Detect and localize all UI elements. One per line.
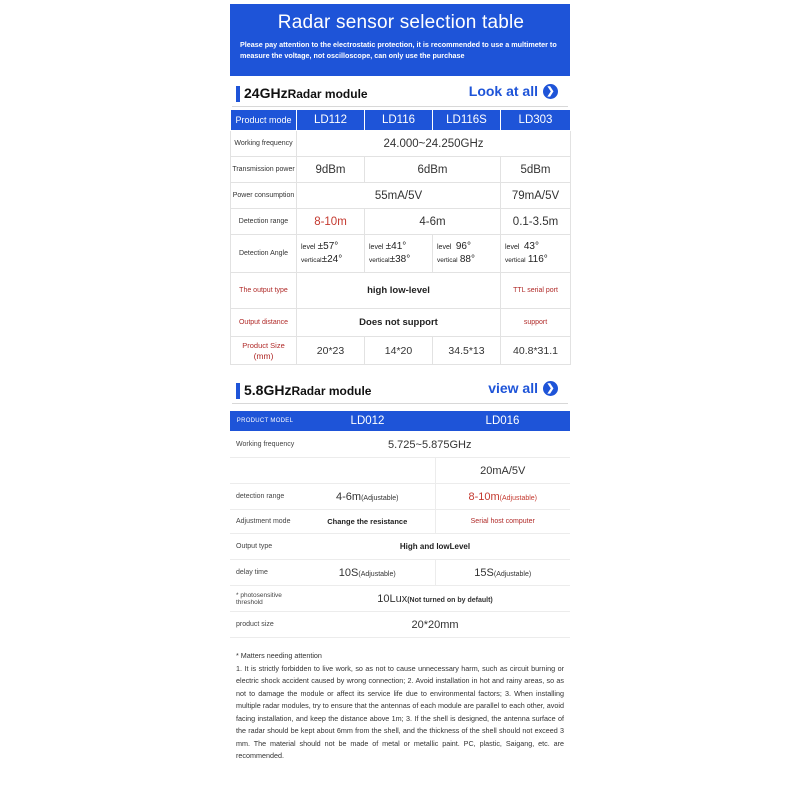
selection-sheet: [230, 4, 570, 763]
table-cell: 20*23: [297, 337, 365, 365]
table-row: [230, 612, 570, 638]
table-header-row: [231, 110, 571, 131]
level-word: level: [437, 243, 452, 251]
table-24ghz: [230, 109, 571, 365]
angle-cell: [433, 235, 501, 273]
adjustable-note: (Adjustable): [499, 494, 538, 502]
table-row: [231, 209, 571, 235]
table-row: [230, 432, 570, 458]
table-cell: [300, 586, 570, 612]
level-word: level: [505, 243, 520, 251]
row-label: product size: [230, 612, 300, 638]
row-label: delay time: [230, 560, 300, 586]
adjustable-note: (Adjustable): [358, 570, 396, 578]
section-58ghz-band: 5.8GHz: [244, 382, 292, 398]
chevron-right-circle-icon: ❯: [543, 84, 558, 99]
table-cell: high low-level: [297, 273, 501, 309]
table-cell: 20*20mm: [300, 612, 570, 638]
vertical-word: vertical: [437, 256, 458, 264]
level-value: 96°: [455, 240, 471, 252]
table-row: [230, 484, 570, 510]
col-header-ld112: LD112: [297, 110, 365, 131]
table-cell: 79mA/5V: [501, 183, 571, 209]
row-label: Transmission power: [231, 157, 297, 183]
vertical-word: vertical: [301, 256, 322, 264]
section-accent-bar: [236, 86, 240, 102]
level-value: ±41°: [385, 240, 407, 252]
vertical-value: 116°: [527, 253, 548, 265]
angle-cell: [365, 235, 433, 273]
level-word: level: [369, 243, 384, 251]
section-58ghz-title: [244, 382, 371, 398]
level-word: level: [301, 243, 316, 251]
delay-value: 10S: [338, 566, 359, 579]
level-value: 43°: [523, 240, 539, 252]
row-label: [231, 337, 297, 365]
table-cell: Serial host computer: [435, 510, 570, 534]
section-accent-bar: [236, 383, 240, 399]
view-all-label: view all: [488, 380, 538, 396]
row-label: Detection range: [231, 209, 297, 235]
table-row: [231, 337, 571, 365]
table-cell: 40.8*31.1: [501, 337, 571, 365]
size-unit: (mm): [253, 350, 274, 361]
view-all-link[interactable]: [488, 380, 558, 396]
table-row: [230, 586, 570, 612]
table-cell: 34.5*13: [433, 337, 501, 365]
table-cell: 20mA/5V: [435, 458, 570, 484]
table-row: [230, 560, 570, 586]
range-value: 4-6m: [336, 490, 362, 503]
row-label: Working frequency: [231, 131, 297, 157]
row-label: Working frequency: [230, 432, 300, 458]
angle-cell: [297, 235, 365, 273]
table-cell: 5dBm: [501, 157, 571, 183]
table-cell: 4-6m: [365, 209, 501, 235]
col-header-product-mode: Product mode: [231, 110, 297, 131]
row-label: Output type: [230, 534, 300, 560]
table-cell: 6dBm: [365, 157, 501, 183]
table-cell: [300, 560, 435, 586]
size-label: Product Size: [242, 340, 285, 350]
col-header-ld016: LD016: [435, 411, 570, 432]
section-24ghz-title: [244, 85, 368, 101]
table-cell: Change the resistance: [300, 510, 435, 534]
table-cell: 8-10m: [297, 209, 365, 235]
table-row: [231, 157, 571, 183]
table-row: [231, 273, 571, 309]
section-24ghz-header: [230, 80, 570, 106]
range-value: 8-10m: [468, 490, 500, 503]
row-label: Output distance: [231, 309, 297, 337]
table-row: [230, 510, 570, 534]
vertical-word: vertical: [369, 256, 390, 264]
vertical-value: ±38°: [389, 253, 411, 265]
vertical-value: ±24°: [321, 253, 343, 265]
divider: [232, 403, 568, 404]
table-cell: 14*20: [365, 337, 433, 365]
table-cell: support: [501, 309, 571, 337]
col-header-ld303: LD303: [501, 110, 571, 131]
table-cell: [435, 560, 570, 586]
row-label: detection range: [230, 484, 300, 510]
col-header-product-model: PRODUCT MODEL: [230, 411, 300, 432]
table-58ghz: [230, 410, 570, 638]
section-58ghz-header: [230, 377, 570, 403]
col-header-ld116s: LD116S: [433, 110, 501, 131]
level-value: ±57°: [317, 240, 339, 252]
table-row: [230, 458, 570, 484]
table-row: [231, 309, 571, 337]
notes-body: 1. It is strictly forbidden to live work, so as not to cause unnecessary harm, such as circuit burning or electric shock accident caused by wrong connection; 2. Avoid installation in hot and rainy areas, so as not to damage the module or affect its service life due to environmental factors; 3. When installing multiple radar modules, try to ensure that the antennas of each module are parallel to each other, avoid facing installation, and keep the distance above 1m; 3. If the shell is designed, the antenna surface of the radar should be kept about 6mm from the shell, and the thickness of the shell should not exceed 3 mm. The material should not be made of metal or metallic paint. PC, plastic, Saigang, etc. are recommended.: [236, 663, 564, 760]
table-cell: High and lowLevel: [300, 534, 570, 560]
row-label: [230, 458, 300, 484]
table-cell: 9dBm: [297, 157, 365, 183]
row-label: The output type: [231, 273, 297, 309]
table-cell: 24.000~24.250GHz: [297, 131, 571, 157]
look-at-all-label: Look at all: [468, 83, 538, 99]
row-label: Detection Angle: [231, 235, 297, 273]
table-row: [231, 131, 571, 157]
row-label: * photosensitive threshold: [230, 586, 300, 612]
chevron-right-circle-icon: ❯: [543, 381, 558, 396]
table-cell: [300, 458, 435, 484]
col-header-ld012: LD012: [300, 411, 435, 432]
look-at-all-link[interactable]: [469, 83, 558, 99]
section-24ghz-band: 24GHz: [244, 85, 288, 101]
table-cell: [300, 484, 435, 510]
lux-note: (Not turned on by default): [407, 596, 493, 604]
section-58ghz-suffix: Radar module: [291, 384, 372, 398]
adjustable-note: (Adjustable): [361, 494, 399, 502]
table-cell: 55mA/5V: [297, 183, 501, 209]
table-header-row: [230, 411, 570, 432]
banner-subtitle: Please pay attention to the electrostatic protection, it is recommended to use a multimeter to measure the voltage, not oscilloscope, can only use the purchase: [240, 40, 557, 60]
section-24ghz-suffix: Radar module: [287, 87, 368, 101]
table-cell: 0.1-3.5m: [501, 209, 571, 235]
table-cell: 5.725~5.875GHz: [300, 432, 570, 458]
notes-title: * Matters needing attention: [236, 651, 322, 660]
adjustable-note: (Adjustable): [493, 570, 532, 578]
angle-cell: [501, 235, 571, 273]
table-cell: [435, 484, 570, 510]
row-label: Power consumption: [231, 183, 297, 209]
table-row: [230, 534, 570, 560]
divider: [232, 106, 568, 107]
col-header-ld116: LD116: [365, 110, 433, 131]
vertical-word: vertical: [505, 256, 526, 264]
row-label: Adjustment mode: [230, 510, 300, 534]
delay-value: 15S: [474, 566, 494, 579]
lux-value: 10Lux: [377, 592, 408, 605]
table-row: [231, 183, 571, 209]
table-cell: TTL serial port: [501, 273, 571, 309]
table-row: [231, 235, 571, 273]
notes-block: [230, 650, 570, 763]
page-title: Radar sensor selection table: [277, 12, 525, 33]
vertical-value: 88°: [459, 253, 475, 265]
table-cell: Does not support: [297, 309, 501, 337]
header-banner: [230, 4, 570, 76]
